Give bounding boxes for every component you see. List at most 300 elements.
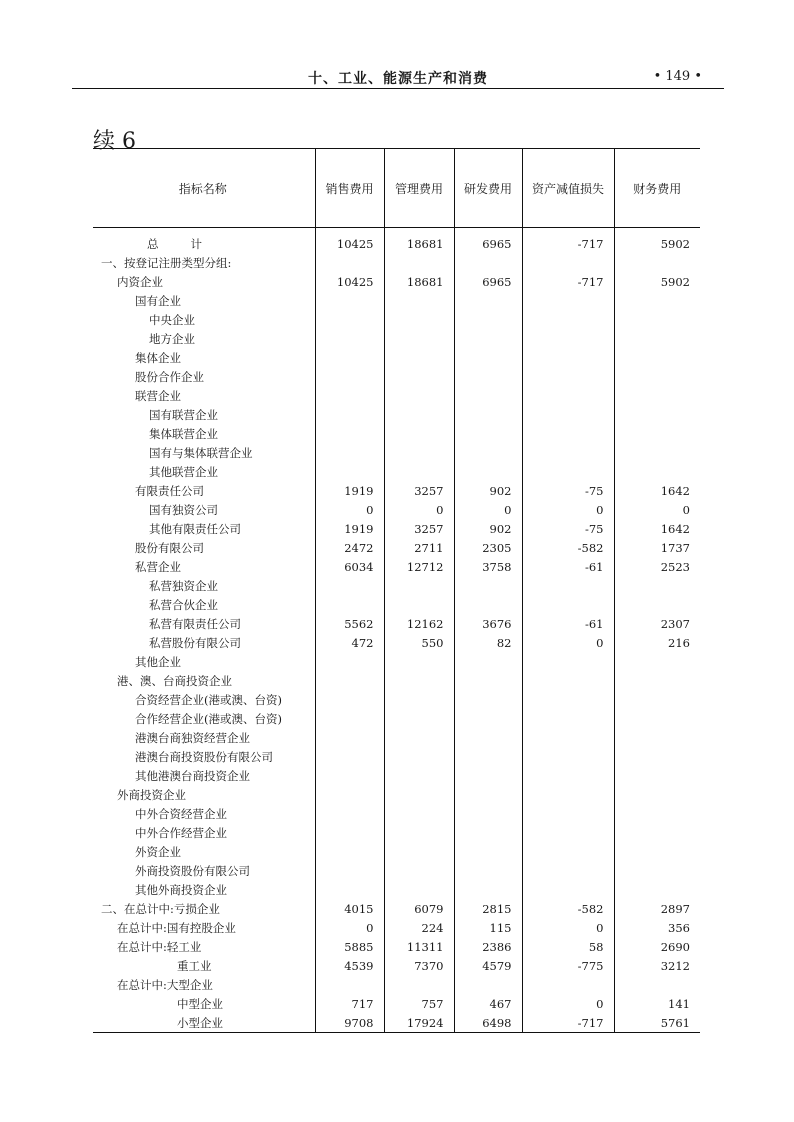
cell-value <box>315 405 384 424</box>
cell-value <box>522 975 614 994</box>
cell-value <box>614 709 700 728</box>
cell-value: 3676 <box>454 614 522 633</box>
cell-value <box>454 671 522 690</box>
cell-value <box>315 766 384 785</box>
table-row <box>93 291 700 310</box>
cell-value: 6034 <box>315 557 384 576</box>
table-row <box>93 690 700 709</box>
cell-value <box>384 310 454 329</box>
cell-value <box>522 424 614 443</box>
row-label: 其他企业 <box>135 654 181 669</box>
table-header-row <box>93 149 700 228</box>
table-row <box>93 747 700 766</box>
row-label: 港、澳、台商投资企业 <box>117 673 232 688</box>
cell-value <box>454 975 522 994</box>
cell-value: 82 <box>454 633 522 652</box>
row-label: 外商投资股份有限公司 <box>135 863 250 878</box>
table-title: 续 6 <box>93 129 136 154</box>
cell-value <box>454 804 522 823</box>
row-label: 有限责任公司 <box>135 483 204 498</box>
cell-value: -717 <box>522 1013 614 1033</box>
table-row <box>93 994 700 1013</box>
cell-value <box>614 652 700 671</box>
cell-value: 902 <box>454 481 522 500</box>
table-row <box>93 842 700 861</box>
row-label: 港澳台商投资股份有限公司 <box>135 749 273 764</box>
cell-value <box>522 386 614 405</box>
cell-value <box>384 367 454 386</box>
cell-value <box>315 310 384 329</box>
chapter-title: 十、工业、能源生产和消费 <box>308 71 488 87</box>
cell-value <box>384 405 454 424</box>
cell-value: 0 <box>315 500 384 519</box>
table-row <box>93 728 700 747</box>
cell-value <box>614 747 700 766</box>
table-row <box>93 386 700 405</box>
row-label: 联营企业 <box>135 388 181 403</box>
cell-value <box>315 728 384 747</box>
cell-value: 58 <box>522 937 614 956</box>
cell-value: 472 <box>315 633 384 652</box>
cell-value <box>454 728 522 747</box>
cell-value <box>522 728 614 747</box>
row-label: 中外合作经营企业 <box>135 825 227 840</box>
table-row <box>93 595 700 614</box>
cell-value: 2523 <box>614 557 700 576</box>
cell-value <box>384 253 454 272</box>
row-label: 合资经营企业(港或澳、台资) <box>135 692 282 707</box>
cell-value <box>384 861 454 880</box>
table-row <box>93 861 700 880</box>
cell-value <box>522 576 614 595</box>
cell-value <box>522 880 614 899</box>
cell-value <box>522 652 614 671</box>
cell-value: 18681 <box>384 272 454 291</box>
table-row <box>93 899 700 918</box>
cell-value: 467 <box>454 994 522 1013</box>
table-row <box>93 785 700 804</box>
row-label: 一、按登记注册类型分组: <box>101 255 232 270</box>
cell-value <box>614 329 700 348</box>
cell-value <box>384 595 454 614</box>
cell-value: -61 <box>522 557 614 576</box>
table-row <box>93 709 700 728</box>
cell-value <box>454 842 522 861</box>
cell-value <box>614 367 700 386</box>
cell-value <box>315 975 384 994</box>
cell-value: 3257 <box>384 519 454 538</box>
cell-value: 3758 <box>454 557 522 576</box>
table-row <box>93 766 700 785</box>
cell-value <box>454 785 522 804</box>
row-label: 中型企业 <box>177 996 223 1011</box>
cell-value: 5902 <box>614 228 700 254</box>
row-label: 私营独资企业 <box>149 578 218 593</box>
row-label: 合作经营企业(港或澳、台资) <box>135 711 282 726</box>
cell-value <box>614 595 700 614</box>
cell-value: 2472 <box>315 538 384 557</box>
row-label: 外商投资企业 <box>117 787 186 802</box>
cell-value <box>522 462 614 481</box>
cell-value: 5902 <box>614 272 700 291</box>
table-row <box>93 937 700 956</box>
row-label: 内资企业 <box>117 274 163 289</box>
row-label: 私营合伙企业 <box>149 597 218 612</box>
cell-value: 7370 <box>384 956 454 975</box>
cell-value: 6965 <box>454 272 522 291</box>
table-row <box>93 253 700 272</box>
cell-value <box>522 348 614 367</box>
cell-value <box>522 253 614 272</box>
table-row <box>93 500 700 519</box>
cell-value: 1737 <box>614 538 700 557</box>
cell-value <box>614 861 700 880</box>
cell-value: 12162 <box>384 614 454 633</box>
cell-value: 224 <box>384 918 454 937</box>
cell-value <box>454 576 522 595</box>
table-row <box>93 462 700 481</box>
row-label: 港澳台商独资经营企业 <box>135 730 250 745</box>
cell-value <box>614 348 700 367</box>
cell-value: 2815 <box>454 899 522 918</box>
cell-value <box>454 880 522 899</box>
column-header: 财务费用 <box>614 149 700 228</box>
row-label: 在总计中:大型企业 <box>117 977 213 992</box>
table-row <box>93 576 700 595</box>
table-row <box>93 272 700 291</box>
cell-value: 550 <box>384 633 454 652</box>
cell-value <box>522 709 614 728</box>
table-row <box>93 443 700 462</box>
cell-value <box>384 975 454 994</box>
row-label: 小型企业 <box>93 1013 315 1033</box>
cell-value: 902 <box>454 519 522 538</box>
cell-value: -582 <box>522 538 614 557</box>
cell-value <box>384 880 454 899</box>
cell-value <box>315 671 384 690</box>
cell-value: 6965 <box>454 228 522 254</box>
cell-value <box>614 766 700 785</box>
cell-value <box>522 842 614 861</box>
cell-value <box>454 690 522 709</box>
cell-value: 12712 <box>384 557 454 576</box>
column-header: 指标名称 <box>93 149 315 228</box>
table-row <box>93 481 700 500</box>
cell-value <box>614 975 700 994</box>
cell-value: 5761 <box>614 1013 700 1033</box>
page-number: • 149 • <box>653 69 702 84</box>
cell-value <box>522 823 614 842</box>
column-header: 管理费用 <box>384 149 454 228</box>
cell-value <box>454 747 522 766</box>
cell-value: 3212 <box>614 956 700 975</box>
cell-value <box>315 652 384 671</box>
cell-value <box>454 253 522 272</box>
table-row <box>93 538 700 557</box>
cell-value <box>614 785 700 804</box>
cell-value <box>522 443 614 462</box>
table-row <box>93 519 700 538</box>
cell-value <box>614 462 700 481</box>
cell-value <box>454 861 522 880</box>
cell-value: 17924 <box>384 1013 454 1033</box>
header-rule <box>72 88 724 89</box>
row-label-part: 总 <box>147 236 161 251</box>
cell-value <box>454 329 522 348</box>
table-row <box>93 804 700 823</box>
table-row <box>93 424 700 443</box>
row-label: 集体联营企业 <box>149 426 218 441</box>
cell-value <box>384 747 454 766</box>
cell-value: 2305 <box>454 538 522 557</box>
row-label: 国有独资公司 <box>149 502 218 517</box>
cell-value <box>614 823 700 842</box>
cell-value: 1642 <box>614 519 700 538</box>
cell-value: 4579 <box>454 956 522 975</box>
cell-value <box>315 842 384 861</box>
cell-value <box>384 386 454 405</box>
cell-value <box>454 766 522 785</box>
table-row <box>93 1013 700 1033</box>
cell-value <box>454 291 522 310</box>
row-label: 国有与集体联营企业 <box>149 445 253 460</box>
cell-value <box>614 728 700 747</box>
cell-value <box>522 367 614 386</box>
cell-value <box>522 329 614 348</box>
row-label-part: 计 <box>190 236 204 251</box>
row-label: 外资企业 <box>135 844 181 859</box>
cell-value: 0 <box>522 994 614 1013</box>
row-label: 股份有限公司 <box>135 540 204 555</box>
cell-value <box>614 804 700 823</box>
row-label: 集体企业 <box>135 350 181 365</box>
cell-value <box>614 842 700 861</box>
cell-value <box>315 880 384 899</box>
cell-value <box>384 348 454 367</box>
row-label: 在总计中:国有控股企业 <box>117 920 236 935</box>
cell-value <box>522 595 614 614</box>
cell-value <box>522 671 614 690</box>
cell-value: -75 <box>522 519 614 538</box>
cell-value <box>522 804 614 823</box>
table-row <box>93 329 700 348</box>
cell-value <box>315 443 384 462</box>
cell-value <box>384 671 454 690</box>
cell-value <box>315 709 384 728</box>
cell-value <box>384 842 454 861</box>
row-label: 私营有限责任公司 <box>149 616 241 631</box>
row-label: 其他外商投资企业 <box>135 882 227 897</box>
row-label: 中央企业 <box>149 312 195 327</box>
cell-value: 757 <box>384 994 454 1013</box>
cell-value: 1919 <box>315 519 384 538</box>
cell-value <box>384 291 454 310</box>
cell-value: 10425 <box>315 228 384 254</box>
cell-value <box>454 424 522 443</box>
cell-value <box>522 310 614 329</box>
cell-value <box>522 747 614 766</box>
table-row <box>93 975 700 994</box>
cell-value: 2897 <box>614 899 700 918</box>
cell-value <box>315 595 384 614</box>
cell-value <box>454 595 522 614</box>
cell-value <box>454 652 522 671</box>
cell-value: 216 <box>614 633 700 652</box>
cell-value <box>614 291 700 310</box>
cell-value: -582 <box>522 899 614 918</box>
cell-value <box>315 329 384 348</box>
cell-value: 0 <box>384 500 454 519</box>
cell-value: -775 <box>522 956 614 975</box>
cell-value <box>315 386 384 405</box>
cell-value: 6498 <box>454 1013 522 1033</box>
cell-value <box>454 310 522 329</box>
cell-value: 5885 <box>315 937 384 956</box>
cell-value: 10425 <box>315 272 384 291</box>
cell-value <box>454 443 522 462</box>
cell-value: -61 <box>522 614 614 633</box>
cell-value <box>614 690 700 709</box>
cell-value <box>384 462 454 481</box>
cell-value <box>315 747 384 766</box>
cell-value <box>384 424 454 443</box>
cell-value <box>384 652 454 671</box>
table-row <box>93 228 700 254</box>
table-row <box>93 614 700 633</box>
cell-value <box>384 443 454 462</box>
cell-value <box>315 576 384 595</box>
cell-value <box>522 766 614 785</box>
cell-value: 3257 <box>384 481 454 500</box>
cell-value <box>454 348 522 367</box>
cell-value <box>454 709 522 728</box>
cell-value <box>315 462 384 481</box>
cell-value: -75 <box>522 481 614 500</box>
table-row <box>93 557 700 576</box>
cell-value <box>315 804 384 823</box>
cell-value <box>315 785 384 804</box>
data-table <box>93 148 700 1033</box>
cell-value <box>454 367 522 386</box>
cell-value: -717 <box>522 272 614 291</box>
cell-value <box>454 386 522 405</box>
cell-value <box>384 709 454 728</box>
cell-value <box>522 785 614 804</box>
cell-value <box>384 785 454 804</box>
cell-value: 2307 <box>614 614 700 633</box>
cell-value <box>614 671 700 690</box>
table-body <box>93 228 700 1033</box>
table-row <box>93 405 700 424</box>
row-label <box>93 228 315 254</box>
table-row <box>93 918 700 937</box>
cell-value <box>384 766 454 785</box>
row-label: 在总计中:轻工业 <box>117 939 202 954</box>
row-label: 地方企业 <box>149 331 195 346</box>
cell-value: 0 <box>454 500 522 519</box>
cell-value <box>315 367 384 386</box>
cell-value: 0 <box>522 633 614 652</box>
running-head <box>72 66 724 88</box>
table-row <box>93 956 700 975</box>
cell-value <box>454 823 522 842</box>
cell-value <box>522 291 614 310</box>
table-row <box>93 310 700 329</box>
cell-value <box>384 728 454 747</box>
table-row <box>93 633 700 652</box>
cell-value: 2386 <box>454 937 522 956</box>
cell-value: 4015 <box>315 899 384 918</box>
cell-value <box>384 690 454 709</box>
cell-value: 1919 <box>315 481 384 500</box>
cell-value <box>614 424 700 443</box>
table-row <box>93 652 700 671</box>
table-row <box>93 880 700 899</box>
cell-value <box>614 405 700 424</box>
cell-value <box>315 291 384 310</box>
table-row <box>93 367 700 386</box>
cell-value <box>614 443 700 462</box>
row-label: 中外合资经营企业 <box>135 806 227 821</box>
cell-value: 9708 <box>315 1013 384 1033</box>
cell-value: 717 <box>315 994 384 1013</box>
cell-value: 11311 <box>384 937 454 956</box>
cell-value <box>315 348 384 367</box>
row-label: 国有联营企业 <box>149 407 218 422</box>
cell-value: 4539 <box>315 956 384 975</box>
row-label: 私营股份有限公司 <box>149 635 241 650</box>
row-label: 股份合作企业 <box>135 369 204 384</box>
cell-value: 18681 <box>384 228 454 254</box>
table-row <box>93 671 700 690</box>
column-header: 研发费用 <box>454 149 522 228</box>
table-row <box>93 823 700 842</box>
cell-value <box>315 690 384 709</box>
cell-value: 0 <box>522 918 614 937</box>
row-label: 私营企业 <box>135 559 181 574</box>
cell-value: 1642 <box>614 481 700 500</box>
cell-value <box>315 861 384 880</box>
row-label: 其他有限责任公司 <box>149 521 241 536</box>
cell-value <box>614 310 700 329</box>
row-label: 重工业 <box>177 958 212 973</box>
cell-value <box>315 823 384 842</box>
cell-value: 0 <box>315 918 384 937</box>
cell-value <box>522 405 614 424</box>
cell-value <box>614 253 700 272</box>
cell-value: -717 <box>522 228 614 254</box>
cell-value <box>522 861 614 880</box>
cell-value <box>315 424 384 443</box>
row-label: 二、在总计中:亏损企业 <box>101 901 220 916</box>
cell-value: 6079 <box>384 899 454 918</box>
cell-value <box>384 804 454 823</box>
cell-value: 0 <box>522 500 614 519</box>
cell-value <box>614 576 700 595</box>
column-header: 资产减值损失 <box>522 149 614 228</box>
cell-value: 115 <box>454 918 522 937</box>
cell-value <box>315 253 384 272</box>
row-label: 其他港澳台商投资企业 <box>135 768 250 783</box>
cell-value <box>454 462 522 481</box>
cell-value: 141 <box>614 994 700 1013</box>
cell-value <box>384 823 454 842</box>
cell-value <box>614 880 700 899</box>
cell-value: 2711 <box>384 538 454 557</box>
cell-value <box>384 329 454 348</box>
cell-value <box>454 405 522 424</box>
cell-value: 356 <box>614 918 700 937</box>
